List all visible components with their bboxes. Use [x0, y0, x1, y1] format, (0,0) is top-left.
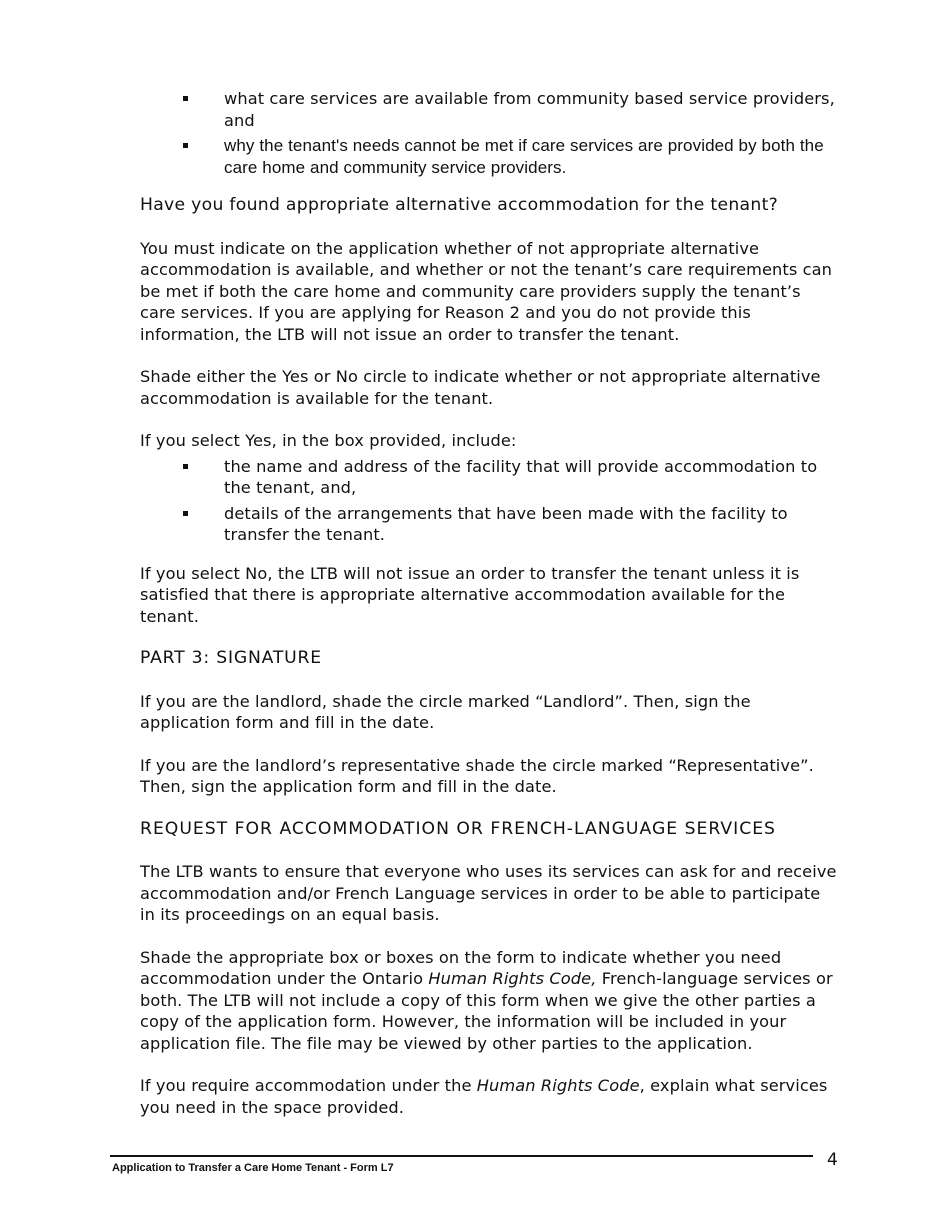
if-yes-paragraph: If you select Yes, in the box provided, include:: [140, 431, 517, 450]
shade-yes-no-paragraph: Shade either the Yes or No circle to indicate whether or not appropriate alternative accommodation is available for the tenant.: [140, 367, 821, 408]
indicate-paragraph: You must indicate on the application whether of not appropriate alternative accommodation is available, and whether or not the tenant’s care requirements can be met if both the care home and community care providers supply the tenant’s care services. If you are applying for Reason 2 and you do not provide this information, the LTB will not issue an order to transfer the tenant.: [140, 238, 833, 344]
shade-boxes-paragraph: Shade the appropriate box or boxes on the form to indicate whether you need accommodation under the Ontario Human Rights Code, French-language services or both. The LTB will not include a copy of this form when we give the other parties a copy of the application form. However, the information will be included in your application file. The file may be viewed by other parties to the application.: [140, 947, 833, 1053]
alt-accommodation-question: Have you found appropriate alternative accommodation for the tenant?: [140, 195, 779, 215]
landlord-paragraph: If you are the landlord, shade the circle marked “Landlord”. Then, sign the application form and fill in the date.: [140, 691, 751, 732]
yes-details-bullet-list: [140, 456, 840, 546]
footer-form-title: Application to Transfer a Care Home Tenant - Form L7: [112, 1162, 394, 1174]
page-number: 4: [827, 1150, 838, 1170]
list-item: details of the arrangements that have been made with the facility to transfer the tenant.: [140, 503, 840, 546]
part3-signature-heading: PART 3: SIGNATURE: [140, 648, 322, 668]
care-services-bullet-list: [140, 88, 840, 178]
square-bullet-icon: [183, 511, 188, 516]
square-bullet-icon: [183, 96, 188, 101]
document-body: [140, 88, 840, 1118]
require-accommodation-paragraph: If you require accommodation under the Human Rights Code, explain what services you need in the space provided.: [140, 1076, 828, 1117]
list-item: the name and address of the facility that will provide accommodation to the tenant, and,: [140, 456, 840, 499]
ltb-wants-paragraph: The LTB wants to ensure that everyone who uses its services can ask for and receive accommodation and/or French Language services in order to be able to participate in its proceedings on an equal basis.: [140, 862, 837, 924]
square-bullet-icon: [183, 464, 188, 469]
footer-divider: [110, 1155, 813, 1157]
list-item: what care services are available from community based service providers, and: [140, 88, 840, 131]
accommodation-french-services-heading: REQUEST FOR ACCOMMODATION OR FRENCH-LANGUAGE SERVICES: [140, 818, 776, 839]
if-no-paragraph: If you select No, the LTB will not issue an order to transfer the tenant unless it is satisfied that there is appropriate alternative accommodation available for the tenant.: [140, 563, 800, 626]
square-bullet-icon: [183, 143, 188, 148]
representative-paragraph: If you are the landlord’s representative shade the circle marked “Representative”. Then, sign the application form and fill in the date.: [140, 755, 814, 796]
list-item: why the tenant's needs cannot be met if care services are provided by both the care home and community service providers.: [140, 135, 840, 178]
